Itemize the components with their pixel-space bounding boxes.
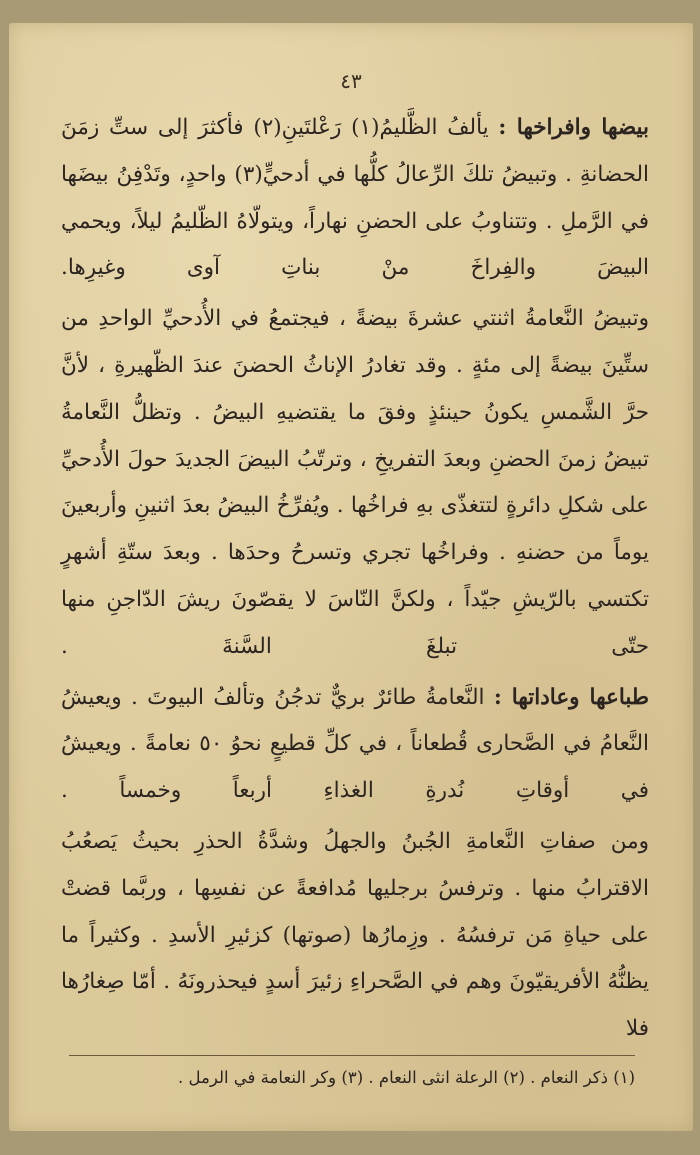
paragraph-text: وتبيضُ النَّعامةُ اثنتي عشرةَ بيضةً ، فيجتمعُ في الأُدحيِّ الواحدِ من ستِّينَ بيضةً إلى مئةٍ . وقد تغادرُ الإناثُ الحضنَ عندَ الظّهيرةِ ، لأنَّ حرَّ الشَّمسِ يكونُ حينئذٍ وفقَ ما يقتضيهِ البيضُ . وتظلُّ النَّعامةُ تبيضُ زمنَ الحضنِ وبعدَ التفريخِ ، وترتّبُ البيضَ الجديدَ حولَ الأُدحيِّ على شكلِ دائرةٍ لتتغذّى بهِ فراخُها . ويُفرِّخُ البيضُ بعدَ اثنينِ وأربعينَ يوماً من حضنهِ . وفراخُها تجري وتسرحُ وحدَها . وبعدَ ستّةِ أشهرٍ تكتسي بالرّيشِ جيّداً ، ولكنَّ النّاسَ لا يقصّونَ ريشَ الدّاجنِ منها حتّى تبلغَ السَّنةَ .	[61, 306, 649, 659]
section-heading-eggs-chicks: بيضها وافراخها :	[498, 115, 649, 140]
paragraph-text: يألفُ الظَّليمُ(١) رَعْلتَينِ(٢) فأكثرَ إلى ستِّ زمَنَ الحضانةِ . وتبيضُ تلكَ الرِّعالُ كلُّها في أدحيٍّ(٣) واحدٍ، وتَدْفِنُ بيضَها في الرَّملِ . وتتناوبُ على الحضنِ نهاراً، ويتولّاهُ الظّليمُ ليلاً، ويحمي البيضَ والفِراخَ منْ بناتِ آوى وغيرِها.	[61, 115, 649, 281]
paragraph-eggs-chicks	[61, 105, 649, 292]
footnote-divider	[69, 1055, 635, 1056]
body-text	[61, 105, 649, 1053]
paragraph-text: النَّعامةُ طائرٌ بريٌّ تدجُنُ وتألفُ البيوتَ . ويعيشُ النَّعامُ في الصَّحارى قُطعاناً ، في كلِّ قطيعٍ نحوُ ٥٠ نعامةً . ويعيشُ في أوقاتِ نُدرةِ الغذاءِ أربعاً وخمساً .	[61, 684, 649, 804]
section-heading-habits: طباعها وعاداتها :	[493, 684, 649, 710]
paragraph-laying	[61, 296, 649, 670]
paragraph-habits	[61, 675, 649, 815]
page-number: ٤٣	[340, 69, 362, 93]
footnotes: (١) ذكر النعام . (٢) الرعلة انثى النعام . (٣) وكر النعامة في الرمل .	[178, 1068, 635, 1087]
paragraph-traits	[61, 819, 649, 1053]
book-page	[9, 23, 693, 1131]
paragraph-text: ومن صفاتِ النَّعامةِ الجُبنُ والجهلُ وشدَّةُ الحذرِ بحيثُ يَصعُبُ الاقترابُ منها . وترفسُ برجليها مُدافعةً عن نفسِها ، وربَّما قضتْ على حياةِ مَن ترفسُهُ . وزِمارُها (صوتها) كزئيرِ الأسدِ . وكثيراً ما يظنُّهُ الأفريقيّونَ وهم في الصَّحراءِ زئيرَ أسدٍ فيحذرونَهُ . أمّا صِغارُها فلا	[61, 828, 649, 1042]
